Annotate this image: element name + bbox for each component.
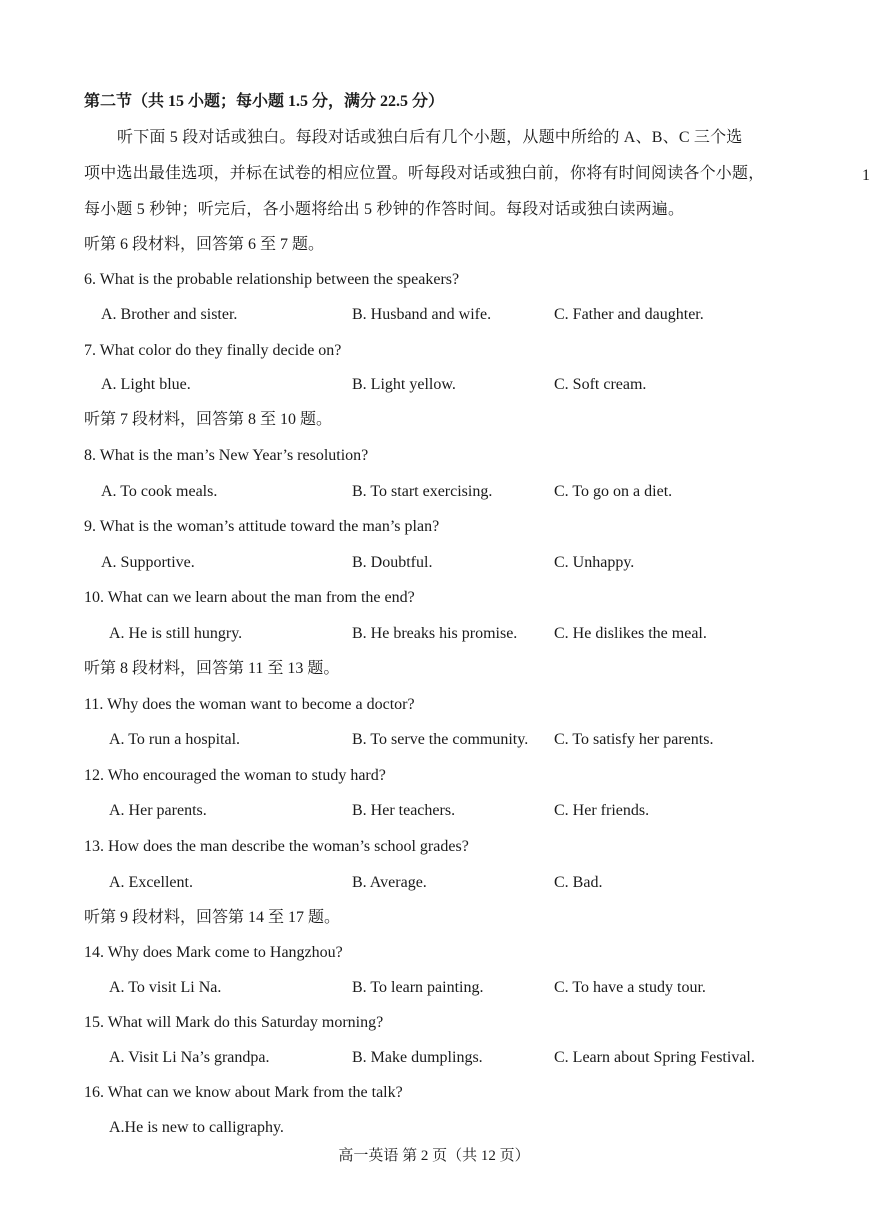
section-title: 第二节（共 15 小题；每小题 1.5 分，满分 22.5 分） — [84, 93, 445, 110]
question-stem: 12. Who encouraged the woman to study hard? — [84, 767, 386, 784]
option-a: A. Light blue. — [101, 376, 191, 393]
option-c: C. To go on a diet. — [554, 483, 673, 500]
option-c: C. To satisfy her parents. — [554, 731, 714, 748]
question-stem: 16. What can we know about Mark from the talk? — [84, 1084, 403, 1101]
option-a: A. Supportive. — [101, 554, 195, 571]
instruction-line-3: 每小题 5 秒钟；听完后，各小题将给出 5 秒钟的作答时间。每段对话或独白读两遍。 — [84, 201, 685, 218]
question-stem: 6. What is the probable relationship between the speakers? — [84, 271, 460, 288]
question-stem: 9. What is the woman’s attitude toward the man’s plan? — [84, 518, 440, 535]
listen-instruction: 听第 7 段材料，回答第 8 至 10 题。 — [84, 411, 333, 428]
question-stem: 11. Why does the woman want to become a doctor? — [84, 696, 415, 713]
option-c: C. Her friends. — [554, 802, 650, 819]
instruction-line-1: 听下面 5 段对话或独白。每段对话或独白后有几个小题，从题中所给的 A、B、C 三个选 — [117, 129, 743, 146]
option-c: C. To have a study tour. — [554, 979, 706, 996]
option-b: B. Average. — [352, 874, 427, 891]
option-a: A. To cook meals. — [101, 483, 218, 500]
question-stem: 8. What is the man’s New Year’s resolution? — [84, 447, 369, 464]
option-b: B. He breaks his promise. — [352, 625, 518, 642]
question-stem: 10. What can we learn about the man from the end? — [84, 589, 415, 606]
listen-instruction: 听第 8 段材料，回答第 11 至 13 题。 — [84, 660, 340, 677]
option-c: C. Father and daughter. — [554, 306, 704, 323]
option-b: B. Husband and wife. — [352, 306, 492, 323]
question-stem: 7. What color do they finally decide on? — [84, 342, 342, 359]
option-c: C. Learn about Spring Festival. — [554, 1049, 755, 1066]
option-b: B. Light yellow. — [352, 376, 456, 393]
option-c: C. Soft cream. — [554, 376, 647, 393]
option-b: B. Make dumplings. — [352, 1049, 483, 1066]
instruction-line-2: 项中选出最佳选项，并标在试卷的相应位置。听每段对话或独白前，你将有时间阅读各个小题， — [84, 165, 765, 182]
listen-instruction: 听第 9 段材料，回答第 14 至 17 题。 — [84, 909, 341, 926]
option-c: C. He dislikes the meal. — [554, 625, 707, 642]
option-b: B. Doubtful. — [352, 554, 433, 571]
option-a: A. Excellent. — [109, 874, 193, 891]
option-c: C. Unhappy. — [554, 554, 635, 571]
option-a: A. Brother and sister. — [101, 306, 238, 323]
edge-mark: 1 — [862, 167, 870, 184]
listen-instruction: 听第 6 段材料，回答第 6 至 7 题。 — [84, 236, 325, 253]
question-stem: 14. Why does Mark come to Hangzhou? — [84, 944, 343, 961]
option-b: B. To learn painting. — [352, 979, 484, 996]
option-a: A. Visit Li Na’s grandpa. — [109, 1049, 270, 1066]
question-stem: 13. How does the man describe the woman’s school grades? — [84, 838, 469, 855]
option-a: A. Her parents. — [109, 802, 207, 819]
option-b: B. Her teachers. — [352, 802, 456, 819]
option-c: C. Bad. — [554, 874, 603, 891]
question-stem: 15. What will Mark do this Saturday morning? — [84, 1014, 384, 1031]
option-a: A.He is new to calligraphy. — [109, 1119, 284, 1136]
option-a: A. To visit Li Na. — [109, 979, 222, 996]
page-footer: 高一英语 第 2 页（共 12 页） — [338, 1148, 530, 1164]
option-b: B. To start exercising. — [352, 483, 493, 500]
option-a: A. He is still hungry. — [109, 625, 243, 642]
option-a: A. To run a hospital. — [109, 731, 241, 748]
option-b: B. To serve the community. — [352, 731, 529, 748]
